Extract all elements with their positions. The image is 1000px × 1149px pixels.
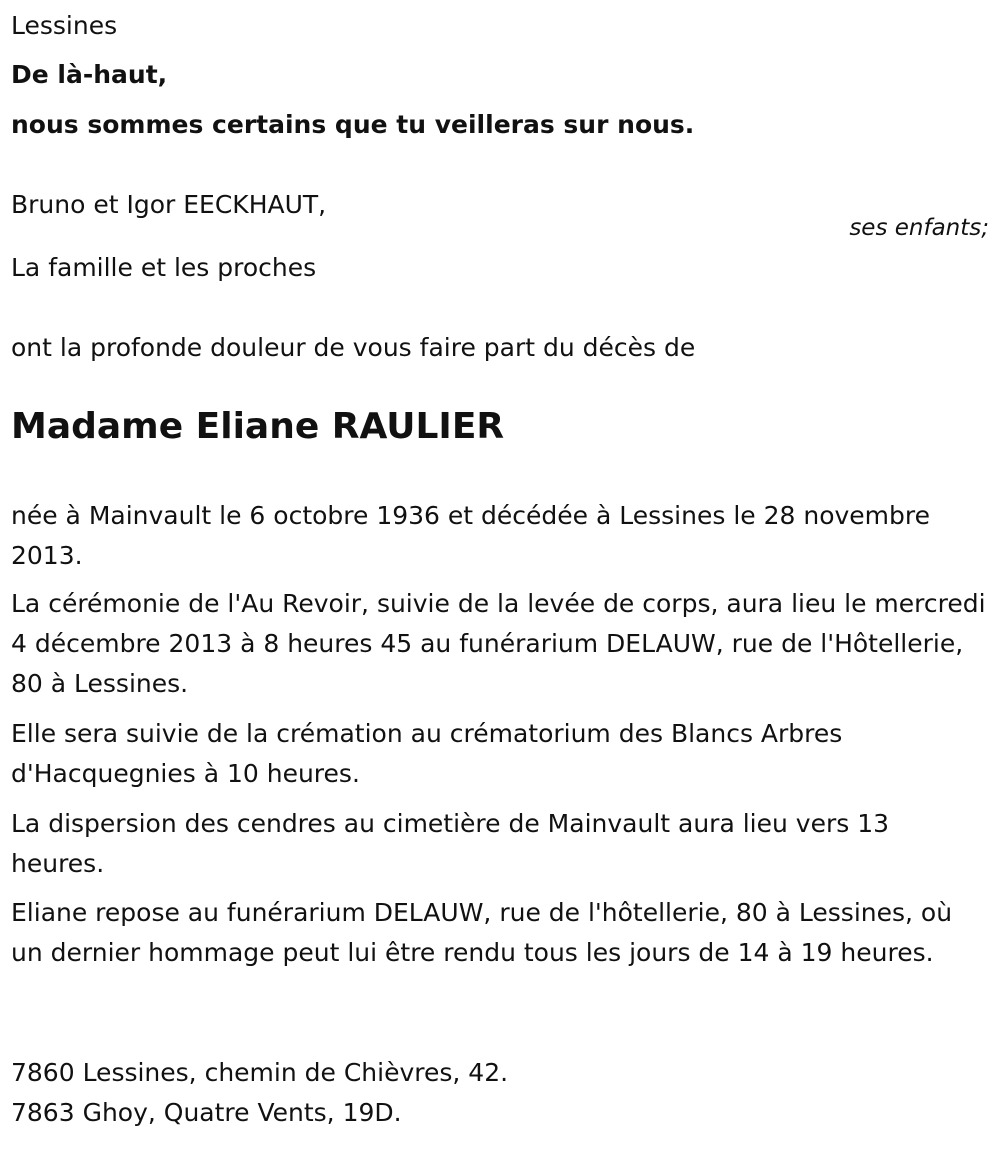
- city-heading: Lessines: [11, 11, 118, 40]
- children-names: Bruno et Igor EECKHAUT,: [11, 190, 327, 219]
- deceased-name: Madame Eliane RAULIER: [11, 406, 505, 447]
- ceremony-paragraph: La cérémonie de l'Au Revoir, suivie de la levée de corps, aura lieu le mercredi 4 décembre 2013 à 8 heures 45 au funérarium DELAUW, rue de l'Hôtellerie, 80 à Lessines.: [11, 589, 986, 698]
- children-role: ses enfants;: [849, 215, 989, 241]
- announcement-intro: ont la profonde douleur de vous faire part du décès de: [11, 333, 696, 362]
- birth-death-paragraph: née à Mainvault le 6 octobre 1936 et décédée à Lessines le 28 novembre 2013.: [11, 501, 931, 570]
- address-line-1: 7860 Lessines, chemin de Chièvres, 42.: [11, 1058, 509, 1087]
- cremation-paragraph: Elle sera suivie de la crémation au crématorium des Blancs Arbres d'Hacquegnies à 10 heures.: [11, 719, 843, 788]
- quote-line-1: De là-haut,: [11, 60, 168, 89]
- dispersion-paragraph: La dispersion des cendres au cimetière de Mainvault aura lieu vers 13 heures.: [11, 809, 890, 878]
- quote-line-2: nous sommes certains que tu veilleras sur nous.: [11, 110, 695, 139]
- relatives-line: La famille et les proches: [11, 253, 317, 282]
- address-line-2: 7863 Ghoy, Quatre Vents, 19D.: [11, 1098, 402, 1127]
- visitation-paragraph: Eliane repose au funérarium DELAUW, rue de l'hôtellerie, 80 à Lessines, où un dernier hommage peut lui être rendu tous les jours de 14 à 19 heures.: [11, 898, 953, 967]
